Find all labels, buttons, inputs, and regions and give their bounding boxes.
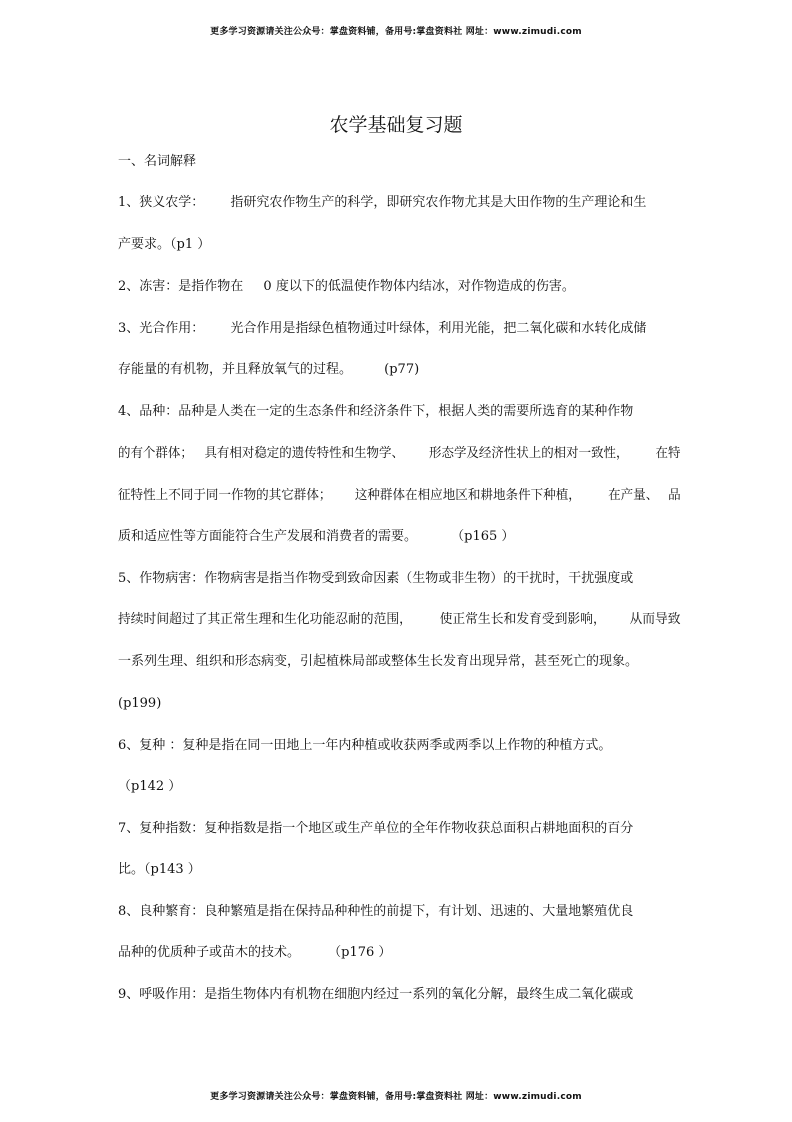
text-segment: 征特性上不同于同一作物的其它群体； xyxy=(118,488,332,503)
text-segment: 6、复种 ：复种是指在同一田地上一年内种植或收获两季或两季以上作物的种植方式。 xyxy=(118,738,612,753)
text-line xyxy=(118,738,678,754)
document-title: 农学基础复习题 xyxy=(329,114,463,136)
text-segment: 持续时间超过了其正常生理和生化功能忍耐的范围， xyxy=(118,612,412,627)
text-segment: 4、品种：品种是人类在一定的生态条件和经济条件下，根据人类的需要所选育的某种作物 xyxy=(118,404,634,419)
text-line xyxy=(118,612,681,628)
page-reference: (p77) xyxy=(384,362,420,377)
page-reference: （p176 ） xyxy=(328,945,392,960)
text-line xyxy=(118,904,678,920)
text-segment: 质和适应性等方面能符合生产发展和消费者的需要。 xyxy=(118,529,418,544)
footer-banner: 更多学习资源请关注公众号：掌盘资料铺，备用号:掌盘资料社 网址：www.zimudi.com xyxy=(210,1092,582,1102)
text-segment: 品种的优质种子或苗木的技术。 xyxy=(118,945,301,960)
text-line xyxy=(118,821,678,837)
text-line xyxy=(118,779,678,795)
text-segment: 比。（p143 ） xyxy=(118,862,201,877)
text-segment: 8、良种繁育：良种繁殖是指在保持品种种性的前提下，有计划、迅速的、大量地繁殖优良 xyxy=(118,904,634,919)
text-segment: 7、复种指数：复种指数是指一个地区或生产单位的全年作物收获总面积占耕地面积的百分 xyxy=(118,821,634,836)
page-reference: （p142 ） xyxy=(118,779,182,794)
section-heading: 一、名词解释 xyxy=(118,154,197,169)
text-segment: 一系列生理、组织和形态病变，引起植株局部或整体生长发育出现异常，甚至死亡的现象。 xyxy=(118,654,639,669)
text-line xyxy=(118,987,678,1003)
text-segment: 光合作用是指绿色植物通过叶绿体，利用光能，把二氧化碳和水转化成储 xyxy=(230,321,647,336)
text-segment: 3、光合作用： xyxy=(118,321,205,336)
text-segment: 在特 xyxy=(655,446,681,461)
text-line xyxy=(118,195,678,211)
text-segment: 0 度以下的低温使作物体内结冰，对作物造成的伤害。 xyxy=(263,279,575,294)
text-line xyxy=(118,404,678,420)
page-reference: （p165 ） xyxy=(451,529,515,544)
text-segment: 指研究农作物生产的科学，即研究农作物尤其是大田作物的生产理论和生 xyxy=(230,195,647,210)
text-segment: 从而导致 xyxy=(629,612,681,627)
text-segment: 品 xyxy=(668,488,681,503)
text-line xyxy=(118,279,678,295)
text-segment: 使正常生长和发育受到影响， xyxy=(439,612,606,627)
text-line xyxy=(118,696,678,712)
text-line xyxy=(118,654,678,670)
text-line xyxy=(118,237,678,253)
text-line xyxy=(118,529,678,545)
page-reference: (p199) xyxy=(118,696,162,711)
header-banner: 更多学习资源请关注公众号：掌盘资料铺，备用号:掌盘资料社 网址：www.zimudi.com xyxy=(210,27,582,37)
text-segment: 产要求。（p1 ） xyxy=(118,237,211,252)
text-segment: 在产量、 xyxy=(608,488,659,503)
text-line xyxy=(118,488,681,504)
text-segment: 2、冻害：是指作物在 xyxy=(118,279,244,294)
text-segment: 1、狭义农学： xyxy=(118,195,205,210)
text-segment: 5、作物病害：作物病害是指当作物受到致命因素（生物或非生物）的干扰时，干扰强度或 xyxy=(118,571,634,586)
text-line xyxy=(118,945,678,961)
text-line xyxy=(118,321,678,337)
text-segment: 的有个群体； xyxy=(118,446,193,461)
text-segment: 具有相对稳定的遗传特性和生物学、 xyxy=(204,446,404,461)
text-segment: 这种群体在相应地区和耕地条件下种植， xyxy=(354,488,581,503)
text-segment: 9、呼吸作用：是指生物体内有机物在细胞内经过一系列的氧化分解，最终生成二氧化碳或 xyxy=(118,987,634,1002)
text-segment: 形态学及经济性状上的相对一致性， xyxy=(429,446,629,461)
text-segment: 存能量的有机物，并且释放氧气的过程。 xyxy=(118,362,353,377)
text-line xyxy=(118,362,678,378)
text-line xyxy=(118,862,678,878)
text-line xyxy=(118,446,681,462)
text-line xyxy=(118,571,678,587)
